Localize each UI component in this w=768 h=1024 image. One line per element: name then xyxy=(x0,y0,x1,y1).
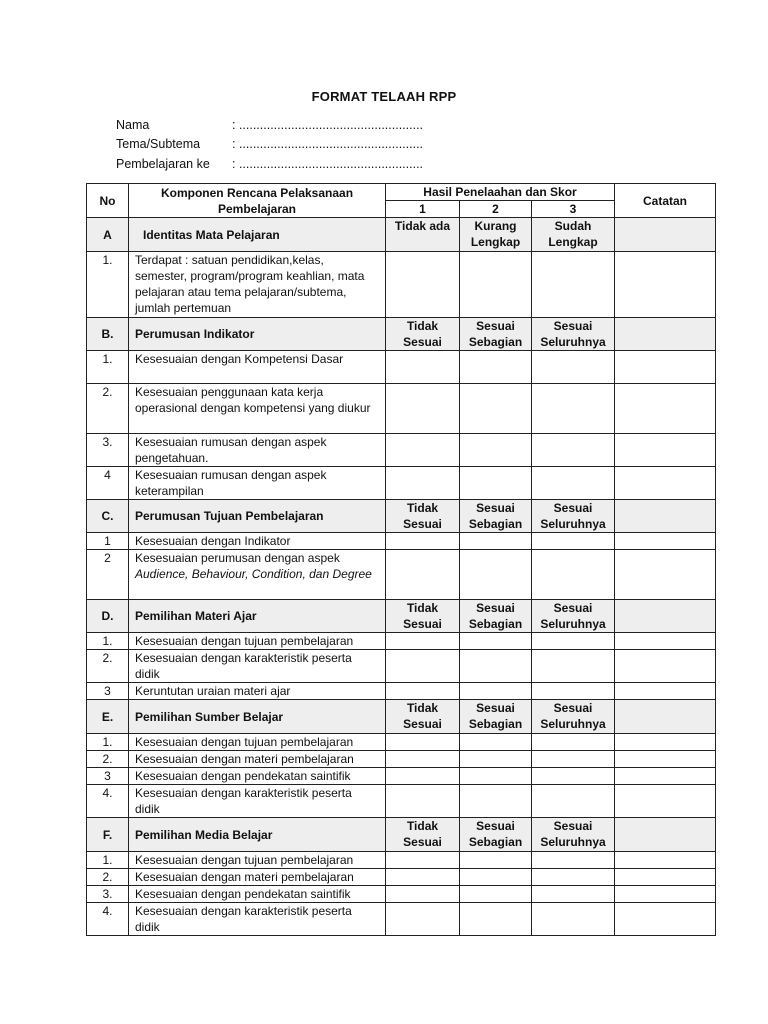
score-cell-1[interactable] xyxy=(386,768,460,785)
score-cell-3[interactable] xyxy=(532,252,615,318)
score-cell-2[interactable] xyxy=(460,869,532,886)
score-label-3: Sesuai Seluruhnya xyxy=(532,318,615,351)
score-cell-1[interactable] xyxy=(386,852,460,869)
score-cell-1[interactable] xyxy=(386,734,460,751)
score-cell-2[interactable] xyxy=(460,384,532,434)
item-no: 2 xyxy=(87,550,129,600)
item-text: Kesesuaian rumusan dengan aspek pengetahuan. xyxy=(129,434,386,467)
score-cell-2[interactable] xyxy=(460,467,532,500)
item-no: 3. xyxy=(87,886,129,903)
score-label-2: Sesuai Sebagian xyxy=(460,500,532,533)
header-komponen: Komponen Rencana Pelaksanaan Pembelajaran xyxy=(129,184,386,218)
score-cell-2[interactable] xyxy=(460,785,532,818)
header-score-1: 1 xyxy=(386,201,460,218)
score-label-3: Sudah Lengkap xyxy=(532,218,615,252)
section-no: A xyxy=(87,218,129,252)
score-label-1: Tidak Sesuai xyxy=(386,318,460,351)
item-no: 1. xyxy=(87,252,129,318)
notes-cell[interactable] xyxy=(615,768,716,785)
notes-cell[interactable] xyxy=(615,903,716,936)
item-text: Kesesuaian dengan tujuan pembelajaran xyxy=(129,852,386,869)
item-text: Kesesuaian rumusan dengan aspek keterampilan xyxy=(129,467,386,500)
section-no: B. xyxy=(87,318,129,351)
score-cell-2[interactable] xyxy=(460,768,532,785)
meta-label: Pembelajaran ke xyxy=(116,156,210,171)
item-text: Kesesuaian dengan pendekatan saintifik xyxy=(129,886,386,903)
score-cell-1[interactable] xyxy=(386,351,460,384)
notes-cell[interactable] xyxy=(615,650,716,683)
score-cell-2[interactable] xyxy=(460,533,532,550)
notes-cell[interactable] xyxy=(615,633,716,650)
meta-value: : ..................................................... xyxy=(232,156,424,171)
score-cell-2[interactable] xyxy=(460,650,532,683)
score-cell-1[interactable] xyxy=(386,434,460,467)
notes-cell[interactable] xyxy=(615,252,716,318)
notes-cell[interactable] xyxy=(615,683,716,700)
score-cell-1[interactable] xyxy=(386,683,460,700)
item-no: 1. xyxy=(87,633,129,650)
score-label-2: Sesuai Sebagian xyxy=(460,600,532,633)
score-cell-3[interactable] xyxy=(532,384,615,434)
item-no: 2. xyxy=(87,869,129,886)
item-text: Kesesuaian dengan karakteristik peserta didik xyxy=(129,785,386,818)
meta-value: : ..................................................... xyxy=(232,117,424,132)
notes-cell[interactable] xyxy=(615,818,716,852)
notes-cell[interactable] xyxy=(615,700,716,734)
header-score-3: 3 xyxy=(532,201,615,218)
score-cell-1[interactable] xyxy=(386,903,460,936)
item-no: 4. xyxy=(87,785,129,818)
score-cell-3[interactable] xyxy=(532,886,615,903)
score-cell-1[interactable] xyxy=(386,886,460,903)
notes-cell[interactable] xyxy=(615,869,716,886)
item-text: Kesesuaian dengan materi pembelajaran xyxy=(129,751,386,768)
item-no: 2. xyxy=(87,384,129,434)
item-no: 1. xyxy=(87,351,129,384)
score-label-1: Tidak Sesuai xyxy=(386,818,460,852)
score-label-1: Tidak Sesuai xyxy=(386,700,460,734)
item-no: 3 xyxy=(87,768,129,785)
item-text: Kesesuaian penggunaan kata kerja operasional dengan kompetensi yang diukur xyxy=(129,384,386,434)
meta-value: : ..................................................... xyxy=(232,137,424,152)
score-cell-3[interactable] xyxy=(532,633,615,650)
item-no: 1 xyxy=(87,533,129,550)
item-text: Terdapat : satuan pendidikan,kelas, semester, program/program keahlian, mata pelajaran atau tema pelajaran/subtema, jumlah pertemuan xyxy=(129,252,386,318)
notes-cell[interactable] xyxy=(615,434,716,467)
item-no: 2. xyxy=(87,751,129,768)
item-text: Kesesuaian dengan tujuan pembelajaran xyxy=(129,734,386,751)
score-label-1: Tidak Sesuai xyxy=(386,500,460,533)
score-label-1: Tidak Sesuai xyxy=(386,600,460,633)
score-cell-2[interactable] xyxy=(460,852,532,869)
score-cell-2[interactable] xyxy=(460,633,532,650)
score-label-2: Kurang Lengkap xyxy=(460,218,532,252)
score-cell-1[interactable] xyxy=(386,550,460,600)
item-text-italic: Audience, Behaviour, Condition, dan Degree xyxy=(135,567,372,581)
score-cell-3[interactable] xyxy=(532,852,615,869)
header-score-2: 2 xyxy=(460,201,532,218)
document-title: FORMAT TELAAH RPP xyxy=(311,89,457,104)
meta-row-tema xyxy=(116,135,423,155)
score-cell-2[interactable] xyxy=(460,734,532,751)
score-label-2: Sesuai Sebagian xyxy=(460,700,532,734)
item-text: Kesesuaian dengan karakteristik peserta didik xyxy=(129,650,386,683)
item-text: Kesesuaian perumusan dengan aspek xyxy=(135,551,340,565)
section-title: Identitas Mata Pelajaran xyxy=(129,218,386,252)
item-text: Kesesuaian dengan pendekatan saintifik xyxy=(129,768,386,785)
section-no: F. xyxy=(87,818,129,852)
score-cell-2[interactable] xyxy=(460,683,532,700)
score-cell-1[interactable] xyxy=(386,869,460,886)
header-hasil: Hasil Penelaahan dan Skor xyxy=(386,184,615,201)
notes-cell[interactable] xyxy=(615,218,716,252)
score-label-3: Sesuai Seluruhnya xyxy=(532,600,615,633)
score-cell-3[interactable] xyxy=(532,903,615,936)
item-text: Kesesuaian dengan materi pembelajaran xyxy=(129,869,386,886)
score-cell-2[interactable] xyxy=(460,550,532,600)
item-text: Kesesuaian dengan tujuan pembelajaran xyxy=(129,633,386,650)
score-cell-3[interactable] xyxy=(532,785,615,818)
score-cell-3[interactable] xyxy=(532,351,615,384)
meta-row-nama xyxy=(116,115,423,135)
score-cell-1[interactable] xyxy=(386,633,460,650)
score-cell-2[interactable] xyxy=(460,351,532,384)
score-cell-1[interactable] xyxy=(386,785,460,818)
score-cell-1[interactable] xyxy=(386,384,460,434)
score-cell-1[interactable] xyxy=(386,467,460,500)
score-cell-3[interactable] xyxy=(532,734,615,751)
score-cell-1[interactable] xyxy=(386,650,460,683)
notes-cell[interactable] xyxy=(615,467,716,500)
score-cell-2[interactable] xyxy=(460,751,532,768)
score-label-1: Tidak ada xyxy=(386,218,460,252)
meta-label: Tema/Subtema xyxy=(116,137,201,152)
identity-fields xyxy=(116,115,423,174)
score-cell-3[interactable] xyxy=(532,550,615,600)
score-cell-3[interactable] xyxy=(532,869,615,886)
notes-cell[interactable] xyxy=(615,351,716,384)
notes-cell[interactable] xyxy=(615,886,716,903)
score-cell-3[interactable] xyxy=(532,434,615,467)
header-no: No xyxy=(87,184,129,218)
notes-cell[interactable] xyxy=(615,852,716,869)
meta-label: Nama xyxy=(116,117,150,132)
score-cell-3[interactable] xyxy=(532,768,615,785)
item-text: Kesesuaian dengan Kompetensi Dasar xyxy=(129,351,386,384)
item-no: 3 xyxy=(87,683,129,700)
section-title: Perumusan Tujuan Pembelajaran xyxy=(129,500,386,533)
item-no: 2. xyxy=(87,650,129,683)
section-no: E. xyxy=(87,700,129,734)
notes-cell[interactable] xyxy=(615,318,716,351)
score-cell-3[interactable] xyxy=(532,751,615,768)
score-label-3: Sesuai Seluruhnya xyxy=(532,500,615,533)
item-no: 3. xyxy=(87,434,129,467)
section-title: Perumusan Indikator xyxy=(129,318,386,351)
item-text: Keruntutan uraian materi ajar xyxy=(129,683,386,700)
item-no: 4 xyxy=(87,467,129,500)
item-no: 1. xyxy=(87,734,129,751)
meta-row-pembelajaran xyxy=(116,154,423,174)
section-title: Pemilihan Media Belajar xyxy=(129,818,386,852)
score-label-2: Sesuai Sebagian xyxy=(460,818,532,852)
score-cell-3[interactable] xyxy=(532,683,615,700)
score-cell-3[interactable] xyxy=(532,467,615,500)
item-text-cell xyxy=(129,550,386,600)
score-cell-3[interactable] xyxy=(532,650,615,683)
item-text: Kesesuaian dengan Indikator xyxy=(129,533,386,550)
notes-cell[interactable] xyxy=(615,500,716,533)
score-label-2: Sesuai Sebagian xyxy=(460,318,532,351)
section-no: D. xyxy=(87,600,129,633)
score-cell-1[interactable] xyxy=(386,533,460,550)
score-cell-2[interactable] xyxy=(460,903,532,936)
score-cell-2[interactable] xyxy=(460,886,532,903)
score-cell-2[interactable] xyxy=(460,252,532,318)
score-label-3: Sesuai Seluruhnya xyxy=(532,818,615,852)
notes-cell[interactable] xyxy=(615,785,716,818)
section-no: C. xyxy=(87,500,129,533)
item-text: Kesesuaian dengan karakteristik peserta didik xyxy=(129,903,386,936)
item-no: 1. xyxy=(87,852,129,869)
item-no: 4. xyxy=(87,903,129,936)
notes-cell[interactable] xyxy=(615,600,716,633)
section-title: Pemilihan Materi Ajar xyxy=(129,600,386,633)
score-cell-1[interactable] xyxy=(386,252,460,318)
score-cell-2[interactable] xyxy=(460,434,532,467)
header-catatan: Catatan xyxy=(615,184,716,218)
notes-cell[interactable] xyxy=(615,734,716,751)
notes-cell[interactable] xyxy=(615,533,716,550)
notes-cell[interactable] xyxy=(615,550,716,600)
score-cell-3[interactable] xyxy=(532,533,615,550)
notes-cell[interactable] xyxy=(615,751,716,768)
section-title: Pemilihan Sumber Belajar xyxy=(129,700,386,734)
notes-cell[interactable] xyxy=(615,384,716,434)
review-table xyxy=(86,183,716,936)
score-label-3: Sesuai Seluruhnya xyxy=(532,700,615,734)
score-cell-1[interactable] xyxy=(386,751,460,768)
